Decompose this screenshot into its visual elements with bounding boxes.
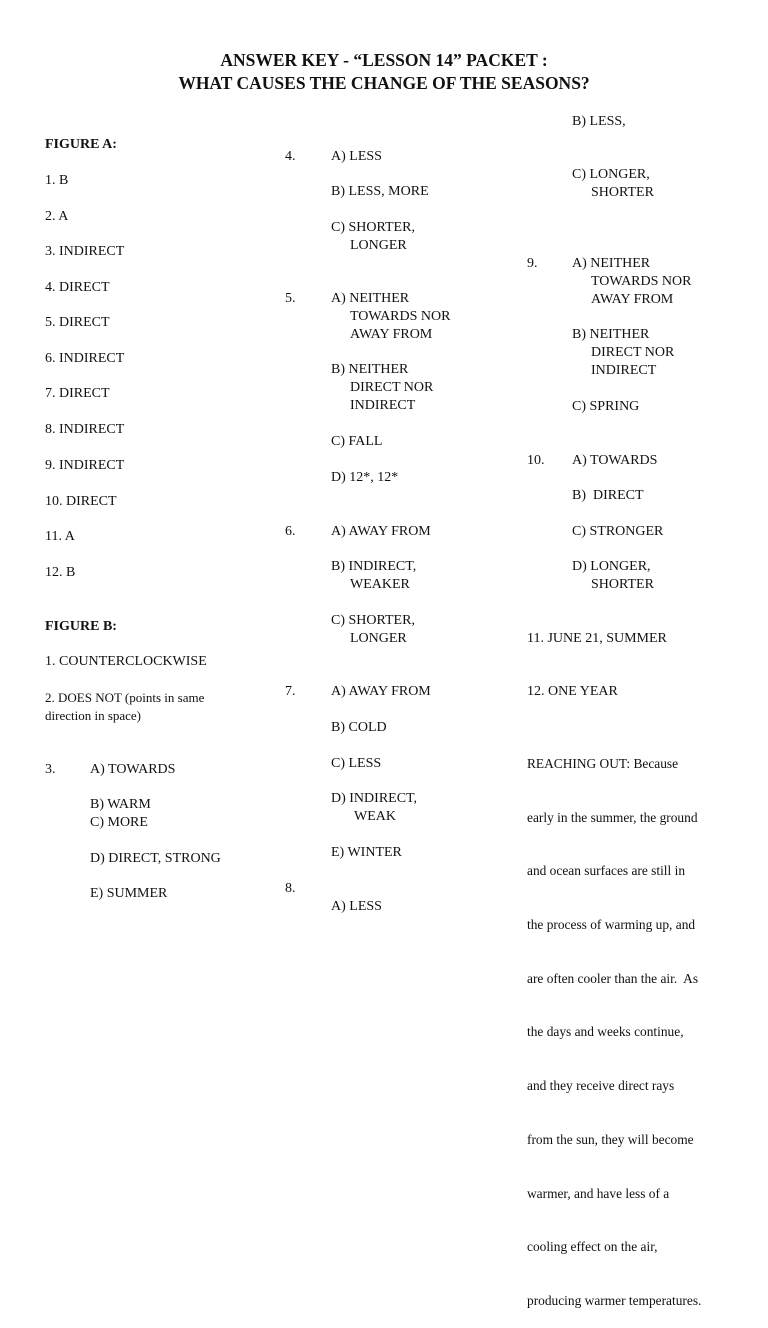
answer-item: A) LESS	[331, 899, 382, 914]
answer-item: A) AWAY FROM	[331, 524, 431, 539]
answer-item: 2. A	[45, 209, 69, 224]
answer-item: A) AWAY FROM	[331, 684, 431, 699]
answer-item: C) SHORTER,	[331, 220, 415, 235]
answer-item: 3. INDIRECT	[45, 244, 125, 259]
answer-item: C) SHORTER,	[331, 613, 415, 628]
question-number: 10.	[527, 453, 545, 468]
question-number: 5.	[285, 291, 296, 306]
answer-item: E) SUMMER	[90, 886, 168, 901]
answer-item: 12. ONE YEAR	[527, 684, 618, 699]
page-subtitle: WHAT CAUSES THE CHANGE OF THE SEASONS?	[178, 73, 590, 93]
answer-item-cont: direction in space)	[45, 708, 142, 723]
answer-item: B) COLD	[331, 720, 387, 735]
answer-item: E) WINTER	[331, 845, 402, 860]
answer-item: A) TOWARDS	[90, 762, 176, 777]
paragraph-line: cooling effect on the air,	[527, 1239, 658, 1255]
answer-item: D) 12*, 12*	[331, 470, 399, 485]
paragraph-line: and ocean surfaces are still in	[527, 863, 686, 879]
answer-item: 10. DIRECT	[45, 494, 117, 509]
paragraph-line: and they receive direct rays	[527, 1078, 675, 1094]
answer-item: B) LESS, MORE	[331, 184, 429, 199]
answer-item: D) DIRECT, STRONG	[90, 851, 221, 866]
paragraph-line: the process of warming up, and	[527, 916, 696, 932]
answer-item: C) LESS	[331, 756, 382, 771]
question-number: 3.	[45, 762, 56, 777]
question-number: 6.	[285, 524, 296, 539]
answer-item-cont: WEAK	[354, 809, 396, 824]
answer-item: 2. DOES NOT (points in same	[45, 690, 205, 705]
question-number: 4.	[285, 149, 296, 164]
answer-item: 8. INDIRECT	[45, 422, 125, 437]
question-number: 8.	[285, 881, 296, 896]
answer-item-cont: WEAKER	[350, 577, 410, 592]
question-number: 7.	[285, 684, 296, 699]
answer-item-cont: AWAY FROM	[591, 292, 674, 307]
answer-item: B) NEITHER	[572, 327, 650, 342]
figure-b-heading: FIGURE B:	[45, 619, 117, 634]
answer-item-cont: LONGER	[350, 631, 407, 646]
page-title: ANSWER KEY - “LESSON 14” PACKET :	[220, 50, 548, 70]
answer-item: 6. INDIRECT	[45, 351, 125, 366]
answer-item: 12. B	[45, 565, 76, 580]
answer-item: A) LESS	[331, 149, 382, 164]
answer-item: 1. COUNTERCLOCKWISE	[45, 654, 207, 669]
answer-item: 1. B	[45, 173, 69, 188]
paragraph-line: warmer, and have less of a	[527, 1185, 670, 1201]
question-number: 9.	[527, 256, 538, 271]
answer-item: C) FALL	[331, 434, 383, 449]
answer-item-cont: DIRECT NOR	[591, 345, 675, 360]
answer-item: C) SPRING	[572, 399, 640, 414]
answer-item-cont: TOWARDS NOR	[350, 309, 451, 324]
paragraph-line: producing warmer temperatures.	[527, 1293, 702, 1308]
paragraph-line: early in the summer, the ground	[527, 809, 698, 825]
answer-item: D) INDIRECT,	[331, 791, 418, 806]
answer-item-cont: TOWARDS NOR	[591, 274, 692, 289]
answer-item: B) NEITHER	[331, 362, 409, 377]
answer-item-cont: LONGER	[350, 238, 407, 253]
answer-item: A) TOWARDS	[572, 453, 658, 468]
answer-item: B) LESS,	[572, 114, 626, 129]
answer-item: 11. JUNE 21, SUMMER	[527, 631, 667, 646]
answer-item: 4. DIRECT	[45, 280, 110, 295]
answer-item-cont: INDIRECT	[591, 363, 657, 378]
paragraph-line: are often cooler than the air. As	[527, 970, 699, 986]
answer-item: B) INDIRECT,	[331, 559, 417, 574]
answer-item: 9. INDIRECT	[45, 458, 125, 473]
paragraph-line: REACHING OUT: Because	[527, 755, 679, 771]
answer-item: C) LONGER,	[572, 167, 650, 182]
answer-item: D) LONGER,	[572, 559, 651, 574]
answer-item-cont: SHORTER	[591, 185, 654, 200]
answer-item-cont: AWAY FROM	[350, 327, 433, 342]
answer-item: C) STRONGER	[572, 524, 664, 539]
paragraph-line: from the sun, they will become	[527, 1131, 694, 1147]
answer-item: 7. DIRECT	[45, 386, 110, 401]
answer-item: 5. DIRECT	[45, 315, 110, 330]
answer-item: B) WARM	[90, 797, 151, 812]
answer-item: A) NEITHER	[331, 291, 410, 306]
figure-a-heading: FIGURE A:	[45, 137, 117, 152]
answer-item: 11. A	[45, 529, 75, 544]
answer-item-cont: INDIRECT	[350, 398, 416, 413]
answer-item: B) DIRECT	[572, 488, 644, 503]
answer-item: C) MORE	[90, 815, 148, 830]
reaching-out-paragraph	[527, 719, 701, 1328]
answer-item: A) NEITHER	[572, 256, 651, 271]
answer-item-cont: SHORTER	[591, 577, 654, 592]
paragraph-line: the days and weeks continue,	[527, 1024, 684, 1040]
answer-item-cont: DIRECT NOR	[350, 380, 434, 395]
